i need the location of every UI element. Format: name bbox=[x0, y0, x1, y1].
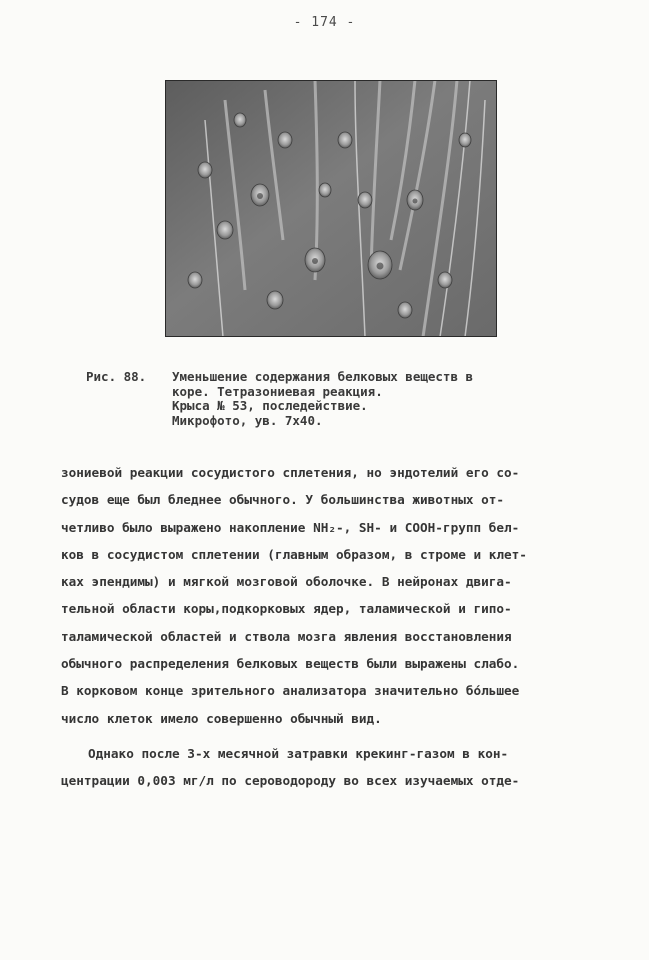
paragraph-1 bbox=[61, 459, 591, 732]
caption-line: Микрофото, ув. 7х40. bbox=[172, 412, 323, 428]
text-line: центрации 0,003 мг/л по сероводороду во всех изучаемых отде- bbox=[61, 773, 520, 789]
caption-line: Крыса № 53, последействие. bbox=[172, 398, 368, 413]
text-line: зониевой реакции сосудистого сплетения, но эндотелий его со- bbox=[61, 465, 520, 480]
caption-line: коре. Тетразониевая реакция. bbox=[172, 383, 383, 399]
caption-line: Уменьшение содержания белковых веществ в bbox=[172, 369, 474, 384]
text-line: Однако после 3-х месячной затравки крекинг-газом в кон- bbox=[88, 745, 509, 761]
figure-label: Рис. 88. bbox=[86, 369, 147, 384]
text-line: В корковом конце зрительного анализатора значительно бо́льшее bbox=[61, 683, 520, 699]
text-line: обычного распределения белковых веществ были выражены слабо. bbox=[61, 656, 520, 672]
page-number: - 174 - bbox=[293, 15, 356, 30]
text-line: судов еще был бледнее обычного. У большинства животных от- bbox=[61, 492, 505, 508]
text-line: ков в сосудистом сплетении (главным образом, в строме и клет- bbox=[61, 546, 527, 562]
text-line: четливо было выражено накопление NH₂-, SH- и СООН-групп бел- bbox=[61, 519, 520, 535]
text-line: тельной области коры,подкорковых ядер, таламической и гипо- bbox=[61, 601, 512, 617]
text-line: таламической областей и ствола мозга явления восстановления bbox=[61, 628, 512, 644]
micrograph-photo bbox=[165, 80, 497, 337]
paragraph-2 bbox=[61, 740, 591, 795]
text-line: ках эпендимы) и мягкой мозговой оболочке. В нейронах двига- bbox=[61, 574, 512, 590]
text-line: число клеток имело совершенно обычный вид. bbox=[61, 710, 382, 726]
body-text bbox=[61, 459, 591, 795]
